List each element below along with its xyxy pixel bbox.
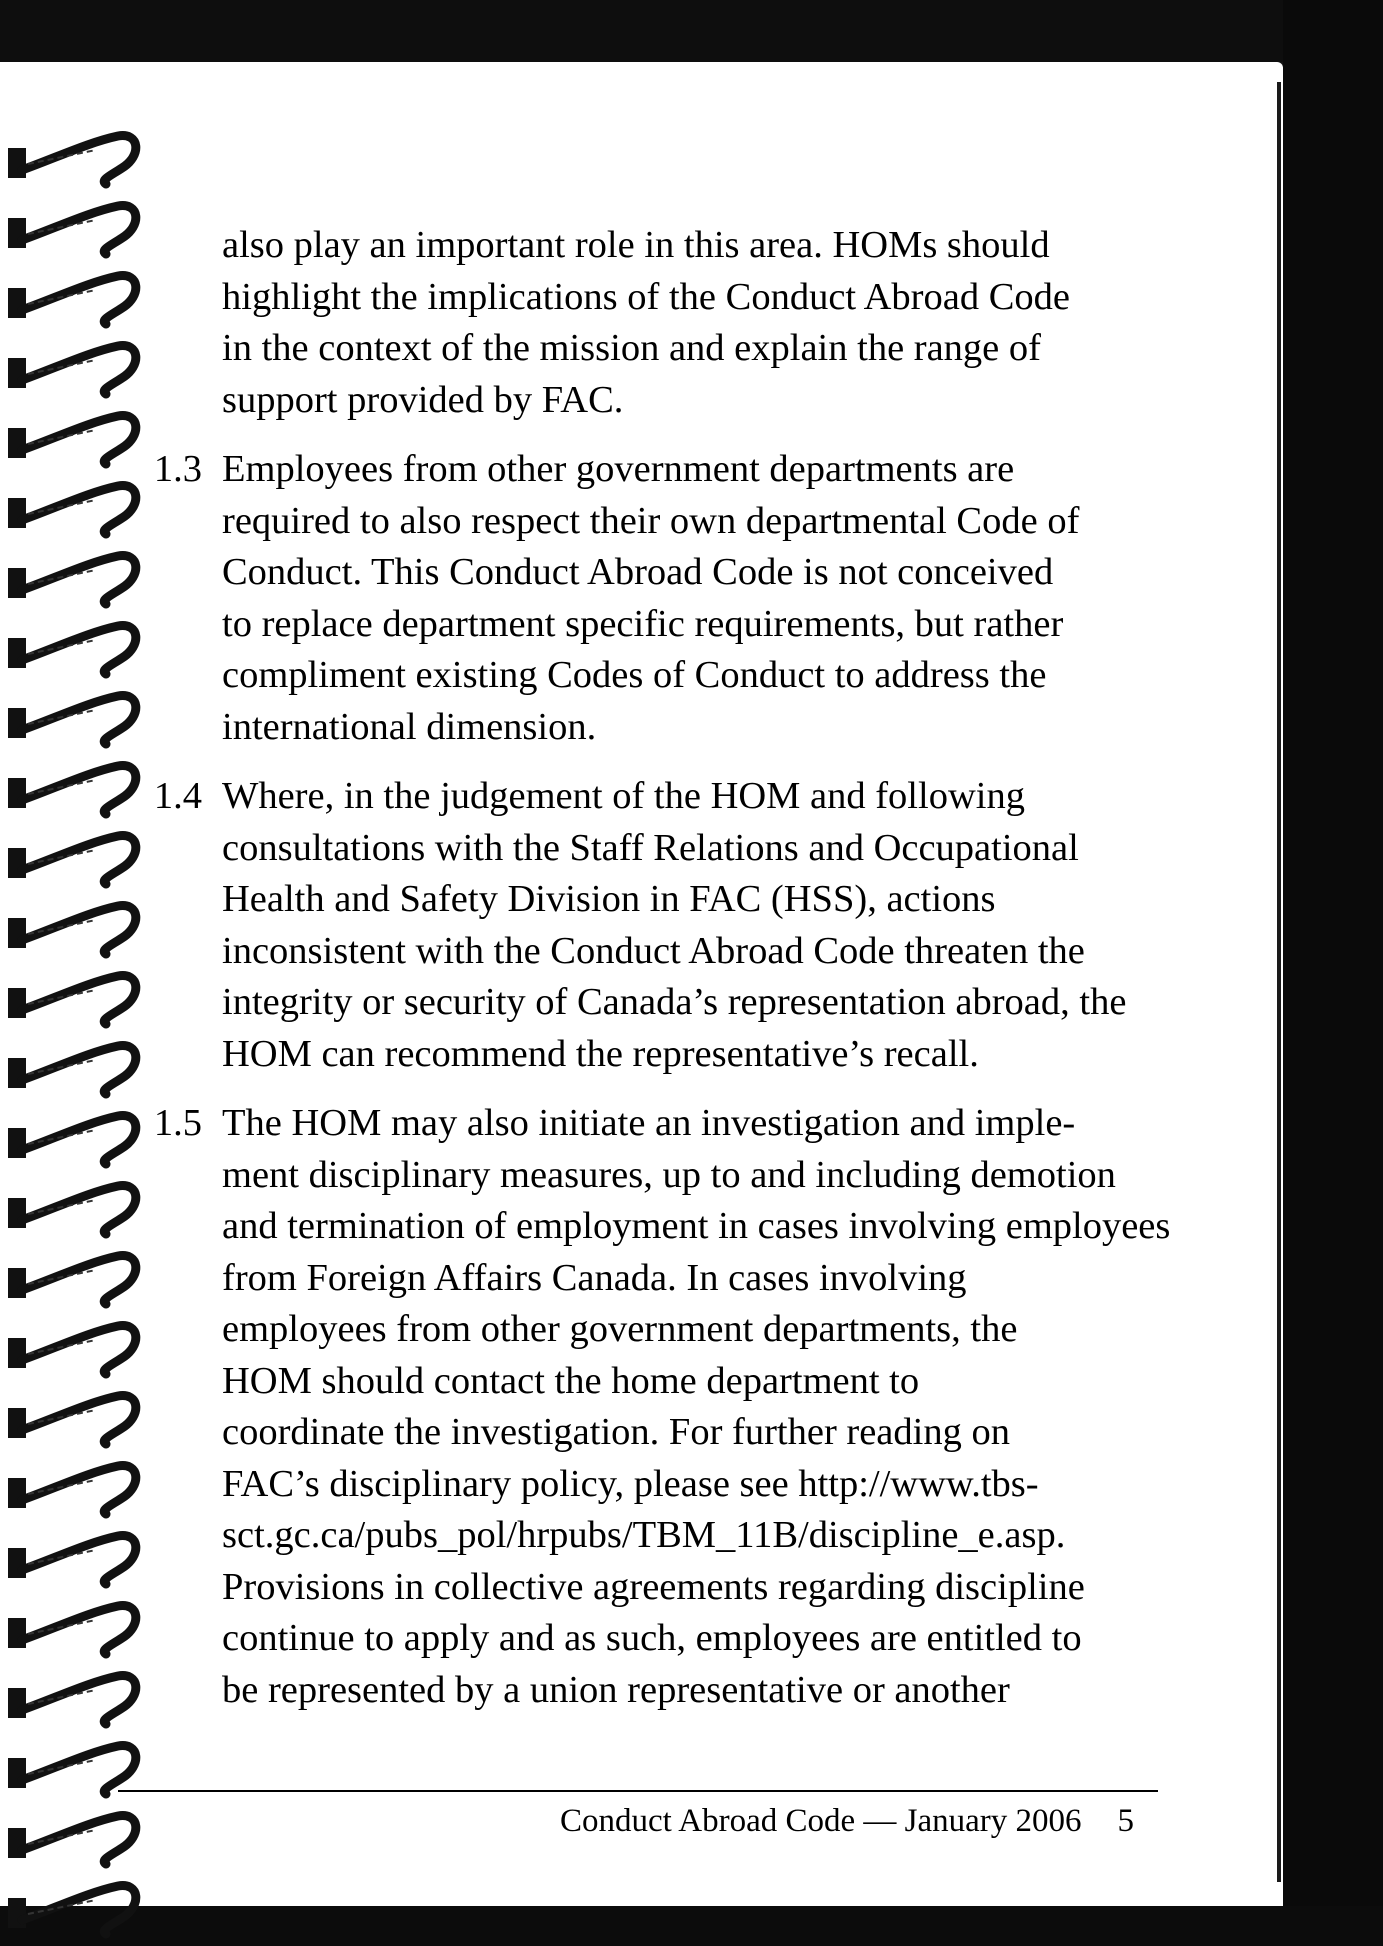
spiral-binding-graphic (0, 62, 160, 1946)
paragraph (153, 444, 1222, 753)
binding-ring (8, 836, 136, 884)
binding-ring (8, 1116, 136, 1164)
binding-ring (8, 416, 136, 464)
binding-ring (8, 276, 136, 324)
binding-ring (8, 206, 136, 254)
binding-ring (8, 766, 136, 814)
binding-ring (8, 696, 136, 744)
page-footer (560, 1803, 1134, 1840)
text-line: in the context of the mission and explain the range of (222, 327, 1041, 369)
binding-ring (8, 1816, 136, 1864)
text-line: Conduct. This Conduct Abroad Code is not conceived (222, 551, 1054, 593)
binding-ring (8, 486, 136, 534)
spiral-binding (0, 62, 160, 1946)
text-line: Employees from other government departments are (222, 448, 1015, 490)
binding-ring (8, 1326, 136, 1374)
text-line: integrity or security of Canada’s representation abroad, the (222, 981, 1127, 1023)
text-line: employees from other government departments, the (222, 1308, 1018, 1350)
text-line: required to also respect their own departmental Code of (222, 499, 1080, 542)
page-number: 5 (1117, 1803, 1135, 1839)
text-line: inconsistent with the Conduct Abroad Code threaten the (222, 929, 1085, 972)
text-line: HOM can recommend the representative’s recall. (222, 1032, 979, 1075)
paragraph-number: 1.4 (153, 775, 202, 817)
binding-ring (8, 346, 136, 394)
paragraph (153, 1098, 1222, 1716)
binding-ring (8, 626, 136, 674)
scan-border-top (0, 0, 1383, 62)
text-line: from Foreign Affairs Canada. In cases involving (222, 1256, 967, 1299)
binding-ring (8, 1676, 136, 1724)
text-line: and termination of employment in cases involving employees (222, 1205, 1171, 1247)
binding-ring (8, 1886, 136, 1934)
text-line: continue to apply and as such, employees are entitled to (222, 1617, 1082, 1659)
binding-ring (8, 1536, 136, 1584)
text-line: ment disciplinary measures, up to and including demotion (222, 1153, 1116, 1196)
paragraph-number: 1.5 (153, 1102, 202, 1144)
binding-ring (8, 136, 136, 184)
binding-ring (8, 1466, 136, 1514)
binding-ring (8, 1606, 136, 1654)
text-line: Health and Safety Division in FAC (HSS), actions (222, 878, 996, 920)
binding-ring (8, 1396, 136, 1444)
text-line: consultations with the Staff Relations and Occupational (222, 826, 1079, 869)
binding-ring (8, 1746, 136, 1794)
text-line: HOM should contact the home department to (222, 1359, 920, 1402)
binding-ring (8, 976, 136, 1024)
binding-ring (8, 906, 136, 954)
text-line: compliment existing Codes of Conduct to address the (222, 654, 1047, 696)
text-line: sct.gc.ca/pubs_pol/hrpubs/TBM_11B/discipline_e.asp. (222, 1514, 1066, 1556)
paragraph (222, 220, 1222, 426)
binding-ring (8, 556, 136, 604)
page-edge (1277, 82, 1281, 1882)
paragraph-number: 1.3 (153, 448, 202, 490)
text-line: highlight the implications of the Conduct Abroad Code (222, 275, 1070, 318)
text-line: FAC’s disciplinary policy, please see http://www.tbs- (222, 1462, 1039, 1505)
scan-border-bottom (0, 1906, 1383, 1946)
text-line: be represented by a union representative or another (222, 1668, 1010, 1711)
text-line: Where, in the judgement of the HOM and following (222, 775, 1025, 817)
footer-rule (118, 1790, 1158, 1792)
text-line: The HOM may also initiate an investigation and imple- (222, 1102, 1076, 1144)
text-line: to replace department specific requirements, but rather (222, 602, 1064, 645)
binding-ring (8, 1256, 136, 1304)
scan-border-right (1283, 0, 1383, 1946)
text-line: Provisions in collective agreements regarding discipline (222, 1565, 1085, 1608)
footer-title: Conduct Abroad Code — January 2006 (560, 1803, 1082, 1839)
paragraph (153, 771, 1222, 1080)
text-line: support provided by FAC. (222, 378, 624, 421)
text-line: also play an important role in this area. HOMs should (222, 224, 1050, 266)
document-body (153, 220, 1222, 1734)
binding-ring (8, 1186, 136, 1234)
text-line: international dimension. (222, 705, 597, 748)
text-line: coordinate the investigation. For further reading on (222, 1411, 1010, 1453)
binding-ring (8, 1046, 136, 1094)
